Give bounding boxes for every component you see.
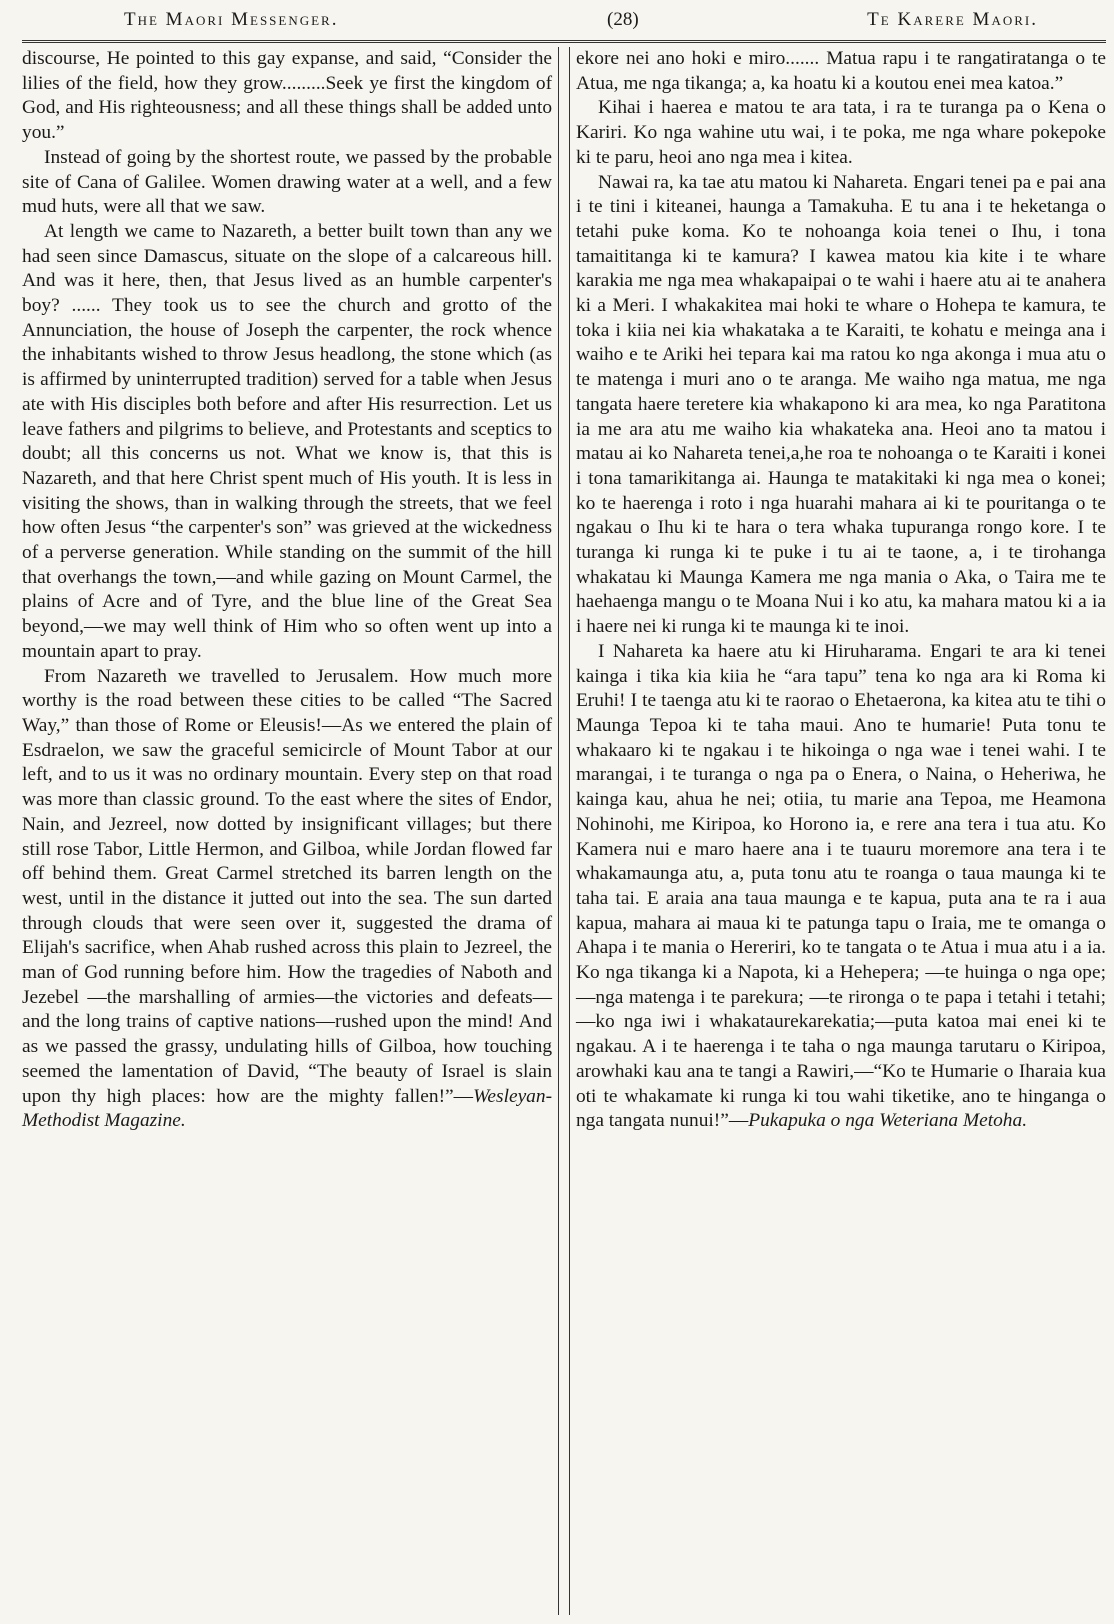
paragraph: discourse, He pointed to this gay expanse, and said, “Consider the lilies of the field, how they grow.........Seek ye first the kingdom of God, and His righteousness; and all these things shall be added unto you.” (22, 48, 553, 144)
page-number: (28) (607, 9, 639, 30)
paragraph: Instead of going by the shortest route, we passed by the probable site of Cana of Galilee. Women drawing water at a well, and a few mud huts, were all that we saw. (22, 146, 553, 218)
column-divider (558, 47, 570, 1615)
paragraph: Nawai ra, ka tae atu matou ki Nahareta. Engari tenei pa e pai ana i te tini i kiteanei, haunga a Tamakuha. E tu ana i te heketanga o tetahi puke koma. Ko te nohoanga koia tenei o Ihu, i tona tamaititanga ki te kamura? I kawea matou kia kite i te whare karakia me nga mea whakapaipai o te wahi i haere atu ai te anahera ki a Meri. I whakakitea mai hoki te whare o Hohepa te kamura, te toka i kiia nei kia whakataka a te Karaiti, te kohatu e meinga ana i waiho e te Ariki hei tepara kai ma ratou ko nga akonga i mua atu o te matenga i muri ano o te aranga. Me waiho nga matua, me nga tangata haere teretere kia whakapono ki ara mea, ko nga Paratitona ia me ara atu me waiho kia whakateka ana. Heoi ano ta matou i matau ai ko Nahareta tenei,a,he roa te nohoanga o te Karaiti i konei i tona tamarikitanga ai. Haunga te matakitaki ki nga mea o konei; ko te haerenga i roto i nga huarahi mahara ai ki te pouritanga o te ngakau o Ihu ki te hara o tera whaka tupuranga rongo kore. I te turanga ki runga ki te puke i tu ai te taone, a, i te tirohanga whakatau ki Maunga Kamera me nga mania o Aka, o Taira me te haehaenga mangu o te Moana Nui i ko atu, ka mahara matou ki a ia i haere nei ki runga ki te maunga ki te inoi. (575, 171, 1106, 638)
paragraph: At length we came to Nazareth, a better built town than any we had seen since Damascus, situate on the slope of a calcareous hill. And was it here, then, that Jesus lived as an humble carpenter's boy? ...... They took us to see the church and grotto of the Annunciation, the house of Joseph the carpenter, the rock whence the inhabitants wished to throw Jesus headlong, the stone which (as is affirmed by uninterrupted tradition) served for a table when Jesus ate with His disciples both before and after His resurrection. Let us leave fathers and pilgrims to believe, and Protestants and sceptics to doubt; all this concerns us not. What we know is, that this is Nazareth, and that here Christ spent much of His youth. It is less in visiting the shows, than in walking through the streets, that we feel how often Jesus “the carpenter's son” was grieved at the wickedness of a perverse generation. While standing on the summit of the hill that overhangs the town,—and while gazing on Mount Carmel, the plains of Acre and of Tyre, and the blue line of the Great Sea beyond,—we may well think of Him who so often went up into a mountain apart to pray. (22, 220, 553, 662)
header-rule (22, 40, 1106, 43)
english-column (22, 47, 552, 1615)
attribution: Pukapuka o nga Weteriana Metoha. (748, 1110, 1028, 1132)
paragraph (22, 665, 552, 1134)
columns (22, 47, 1106, 1615)
maori-column (576, 47, 1106, 1615)
header-title-english: The Maori Messenger. (124, 9, 339, 30)
paragraph-text: From Nazareth we travelled to Jerusalem. How much more worthy is the road between these cities to be called “The Sacred Way,” than those of Rome or Eleusis!—As we entered the plain of Esdraelon, we saw the graceful semicircle of Mount Tabor at our left, and to us it was no ordinary mountain. Every step on that road was more than classic ground. To the east where the sites of Endor, Nain, and Jezreel, now dotted by insignificant villages; but there still rose Tabor, Little Hermon, and Gilboa, while Jordan flowed far off behind them. Great Carmel stretched its barren length on the west, until in the distance it jutted out into the sea. The sun darted through clouds that were seen over it, suggested the drama of Elijah's sacrifice, when Ahab rushed across this plain to Jezreel, the man of God running before him. How the tragedies of Naboth and Jezebel —the marshalling of armies—the victories and defeats—and the long trains of captive nations—rushed upon the mind! And as we passed the grassy, undulating hills of Gilboa, how touching seemed the lamentation of David, “The beauty of Israel is slain upon thy high places: how are the mighty fallen!”— (22, 665, 553, 1107)
page-header (22, 0, 1106, 40)
attribution: Wesleyan-Methodist Magazine. (22, 1085, 553, 1132)
paragraph (576, 640, 1106, 1134)
paragraph: Kihai i haerea e matou te ara tata, i ra te turanga pa o Kena o Kariri. Ko nga wahine utu wai, i te poka, me nga whare pokepoke ki te paru, heoi ano nga mea i kitea. (575, 97, 1106, 168)
paragraph-text: I Nahareta ka haere atu ki Hiruharama. Engari te ara ki tenei kainga i tika kia kiia he “ara tapu” tena ko nga ara ki Roma ki Eruhi! I te taenga atu ki te raorao o Ehetaerona, ka kitea atu te tihi o Maunga Tepoa ki te taha maui. Ano te humarie! Puta tonu te whakaaro ki te ngakau i te hikoinga o nga wae i tenei wahi. I te marangai, i te turanga o nga pa o Enera, o Naina, o Heheriwa, he kainga kau, ahua he nei; otiia, tu marie ana Tepoa, me Heamona Nohinohi, me Kiripoa, ko Horono ia, e rere ana tera i tua atu. Ko Kamera nui e maro haere ana i te tuauru moremore ana tera i te whakamaunga atu, a, puta tonu atu te roanga o taua maunga ki te taha tai. E araia ana taua maunga e te kapua, puta ana te ra i aua kapua, mahara ai maua ki te patunga tapu o Iraia, me te omanga o Ahapa i te mania o Hereriri, ko te tangata o te Atua i mua atu i a ia. Ko nga tikanga ki a Napota, ki a Hehepera; —te huinga o nga ope;—nga matenga i te parekura; —te rironga o te papa i tetahi i tetahi;—ko nga iwi i whakataurekarekatia;—puta katoa mai enei ki te ngakau. A i te haerenga i te taha o nga maunga tarutaru o Kiripoa, arowhaki kau ana te tangi a Rawiri,—“Ko te Humarie o Iharaia kua oti te whakamate ki runga ki tou wahi tiketike, ano te hinganga o nga tangata nunui!”— (575, 640, 1106, 1132)
header-title-maori: Te Karere Maori. (867, 9, 1038, 30)
paragraph: ekore nei ano hoki e miro....... Matua rapu i te rangatiratanga o te Atua, me nga tikanga; a, ka hoatu ki a koutou enei mea katoa.” (575, 48, 1106, 94)
